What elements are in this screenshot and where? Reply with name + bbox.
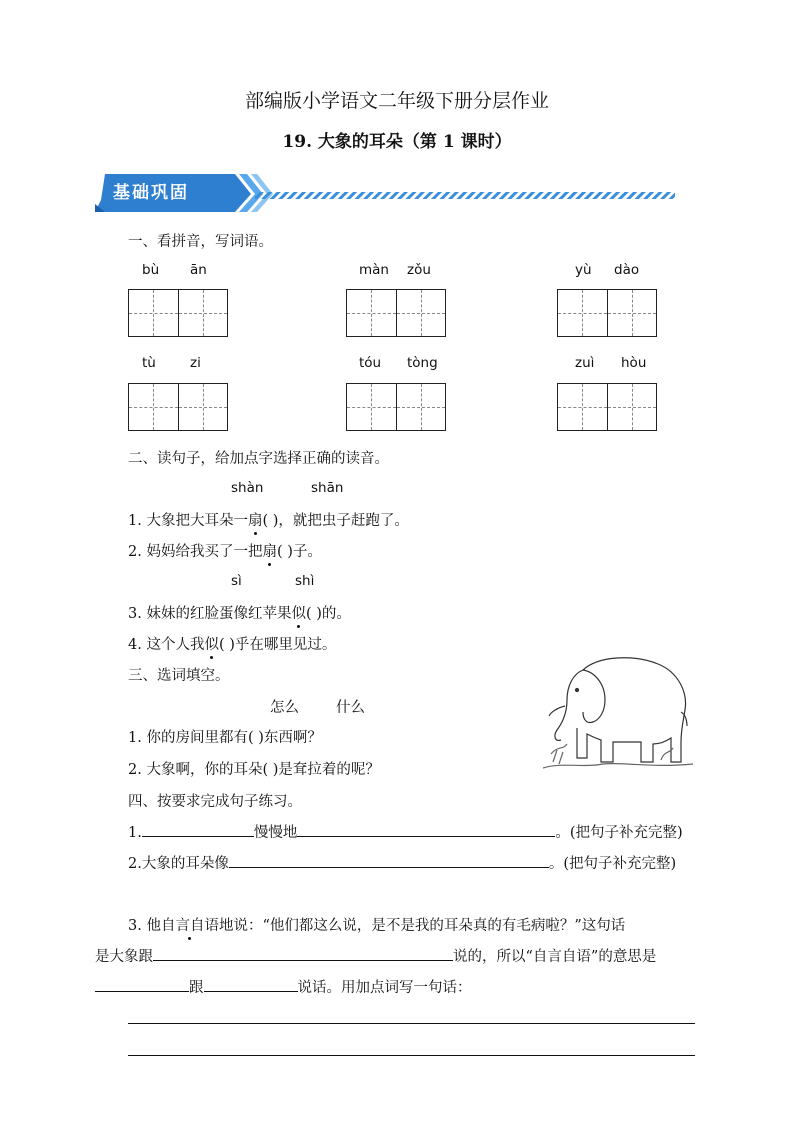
answer-line-1[interactable] (128, 1023, 695, 1024)
sentence-4-3-d: 说的，所以“自言自语”的意思是 (453, 949, 657, 965)
writing-grid-5[interactable] (346, 383, 446, 431)
pinyin-3b: dào (614, 262, 640, 278)
pinyin-6b: hòu (621, 355, 647, 371)
sentence-4-3-line3 (95, 976, 472, 997)
dotted-char: 扇 (262, 540, 277, 561)
pinyin-shan4: shàn (231, 480, 264, 496)
dotted-char: 扇 (248, 509, 263, 530)
sentence-4-3-f: 说话。用加点词写一句话： (297, 980, 472, 996)
sentence-3-2[interactable]: 2. 大象啊，你的耳朵( )是耷拉着的呢？ (128, 762, 380, 778)
pinyin-4b: zi (190, 355, 201, 371)
section4-heading: 四、按要求完成句子练习。 (128, 794, 302, 810)
section1-heading: 一、看拼音，写词语。 (128, 234, 273, 250)
sentence-2-2 (128, 540, 322, 561)
word-option-2: 什么 (336, 700, 365, 716)
dotted-word: 自言自语 (161, 914, 219, 935)
fill-blank[interactable] (297, 822, 555, 837)
lesson-subtitle: 19. 大象的耳朵（第 1 课时） (282, 132, 512, 152)
pinyin-4a: tù (142, 355, 156, 371)
fill-blank[interactable] (229, 853, 549, 868)
sentence-3-1[interactable]: 1. 你的房间里都有( )东西啊？ (128, 730, 322, 746)
sentence-4-1 (128, 821, 683, 842)
writing-grid-3[interactable] (557, 289, 657, 337)
writing-grid-1[interactable] (128, 289, 228, 337)
sentence-2-2-pre: 2. 妈妈给我买了一把 (128, 544, 263, 560)
fill-blank[interactable] (204, 977, 298, 992)
writing-grid-4[interactable] (128, 383, 228, 431)
sentence-4-1-pre: 1. (128, 825, 142, 841)
pinyin-si4: sì (231, 573, 242, 589)
pinyin-6a: zuì (575, 355, 595, 371)
fill-blank[interactable] (142, 822, 254, 837)
sentence-4-2-pre: 2.大象的耳朵像 (128, 856, 229, 872)
writing-grid-6[interactable] (557, 383, 657, 431)
sentence-4-2-post: 。(把句子补充完整) (548, 856, 677, 872)
pinyin-shi4: shì (295, 573, 315, 589)
sentence-2-1-post[interactable]: ( )，就把虫子赶跑了。 (262, 513, 409, 529)
pinyin-1a: bù (142, 262, 160, 278)
sentence-4-3-b: 地说：“他们都这么说，是不是我的耳朵真的有毛病啦？”这句话 (218, 918, 626, 934)
sentence-2-4 (128, 633, 336, 654)
fill-blank[interactable] (153, 946, 453, 961)
elephant-icon (543, 650, 693, 775)
sentence-2-3 (128, 602, 351, 623)
sentence-2-3-pre: 3. 妹妹的红脸蛋像红苹果 (128, 606, 292, 622)
sentence-2-4-post[interactable]: ( )乎在哪里见过。 (218, 637, 337, 653)
sentence-2-1-pre: 1. 大象把大耳朵一 (128, 513, 248, 529)
pinyin-2a: màn (359, 262, 389, 278)
dotted-char: 似 (204, 633, 219, 654)
sentence-2-2-post[interactable]: ( )子。 (276, 544, 322, 560)
banner-label: 基础巩固 (113, 183, 189, 203)
pinyin-5a: tóu (359, 355, 382, 371)
pinyin-2b: zǒu (407, 262, 431, 278)
pinyin-shan1: shān (311, 480, 344, 496)
pinyin-1b: ān (190, 262, 207, 278)
answer-line-2[interactable] (128, 1055, 695, 1056)
sentence-4-3-e: 跟 (189, 980, 204, 996)
dotted-char: 似 (291, 602, 306, 623)
sentence-4-3-c: 是大象跟 (95, 949, 153, 965)
sentence-4-3-line2 (95, 945, 656, 966)
pinyin-5b: tòng (407, 355, 438, 371)
fill-blank[interactable] (95, 977, 189, 992)
section3-heading: 三、选词填空。 (128, 668, 230, 684)
sentence-2-4-pre: 4. 这个人我 (128, 637, 205, 653)
page-title: 部编版小学语文二年级下册分层作业 (244, 90, 549, 112)
sentence-4-2 (128, 852, 676, 873)
sentence-4-1-mid: 慢慢地 (253, 825, 298, 841)
section-banner (95, 170, 680, 214)
section2-heading: 二、读句子，给加点字选择正确的读音。 (128, 451, 389, 467)
pinyin-3a: yù (575, 262, 592, 278)
sentence-4-1-post: 。(把句子补充完整) (555, 825, 683, 841)
sentence-2-3-post[interactable]: ( )的。 (305, 606, 351, 622)
sentence-2-1 (128, 509, 409, 530)
sentence-4-3-a: 3. 他 (128, 918, 161, 934)
word-option-1: 怎么 (270, 700, 299, 716)
writing-grid-2[interactable] (346, 289, 446, 337)
sentence-4-3-line1 (128, 914, 625, 935)
elephant-illustration (543, 650, 693, 775)
